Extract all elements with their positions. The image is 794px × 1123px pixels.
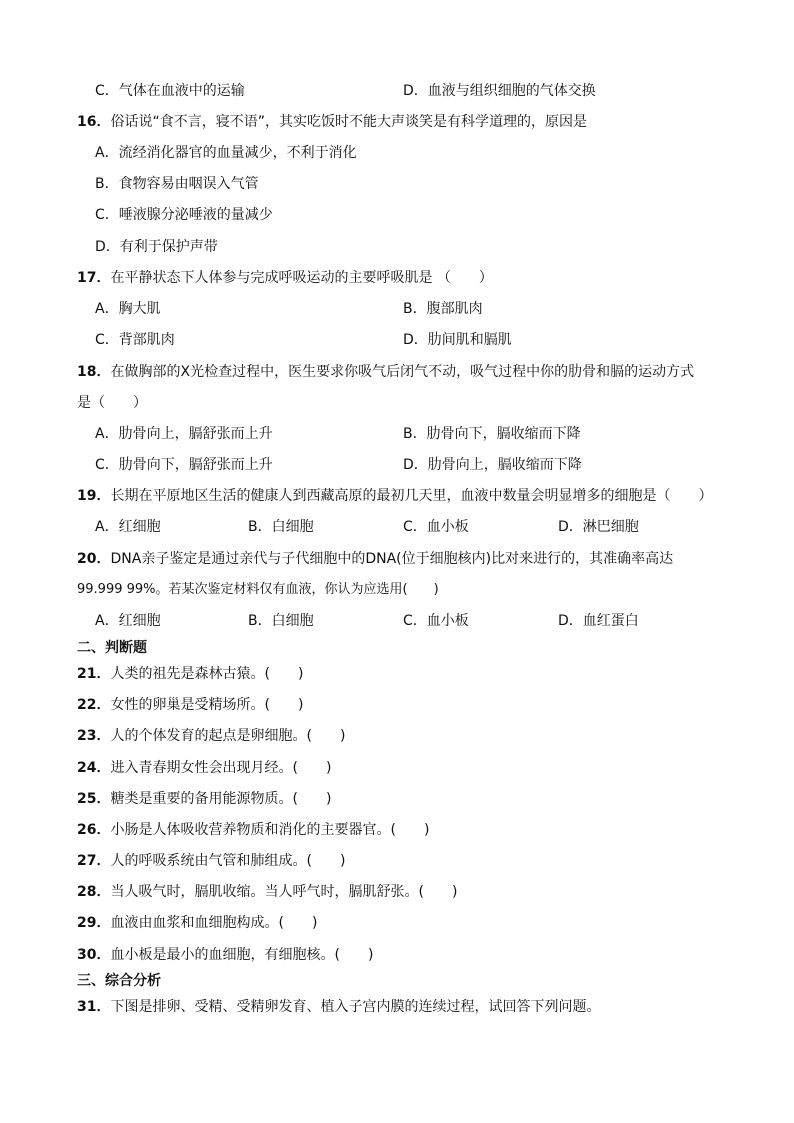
q18-option-b: B．肋骨向下，膈收缩而下降 xyxy=(403,426,581,442)
judge-item xyxy=(77,789,331,809)
judge-item xyxy=(77,851,345,871)
judge-item xyxy=(77,913,317,933)
judge-item xyxy=(77,882,457,902)
q17-option-d: D．肋间肌和膈肌 xyxy=(403,332,512,348)
q18-option-d: D．肋骨向上，膈收缩而下降 xyxy=(403,457,582,473)
question-stem: DNA亲子鉴定是通过亲代与子代细胞中的DNA(位于细胞核内)比对来进行的，其准确率高达 xyxy=(110,551,674,567)
question-number: 18． xyxy=(77,364,111,380)
q19-option-d: D．淋巴细胞 xyxy=(558,519,639,535)
q20-option-a: A．红细胞 xyxy=(95,613,161,629)
question-number: 29． xyxy=(77,915,111,931)
question-20-continued: 99.999 99%。若某次鉴定材料仅有血液，你认为应选用( ) xyxy=(77,582,439,597)
q20-option-b: B．白细胞 xyxy=(248,613,314,629)
q15-option-c: C．气体在血液中的运输 xyxy=(95,83,245,99)
question-number: 27． xyxy=(77,853,111,869)
judge-item xyxy=(77,726,345,746)
question-stem: 血液由血浆和血细胞构成。( ) xyxy=(110,915,318,931)
question-number: 28． xyxy=(77,884,111,900)
q19-option-a: A．红细胞 xyxy=(95,519,161,535)
question-17 xyxy=(77,268,493,288)
q18-option-a: A．肋骨向上，膈舒张而上升 xyxy=(95,426,273,442)
question-stem: 血小板是最小的血细胞，有细胞核。( ) xyxy=(110,947,374,963)
question-number: 19． xyxy=(77,488,111,504)
judge-item xyxy=(77,820,429,840)
q16-option-a: A．流经消化器官的血量减少，不利于消化 xyxy=(95,145,357,161)
question-number: 17． xyxy=(77,270,111,286)
question-18-continued: 是（ ） xyxy=(77,395,147,411)
question-16 xyxy=(77,112,587,132)
judge-item xyxy=(77,945,373,965)
question-31 xyxy=(77,997,600,1017)
question-number: 20． xyxy=(77,551,111,567)
q16-option-d: D．有利于保护声带 xyxy=(95,239,218,255)
question-stem: 当人吸气时，膈肌收缩。当人呼气时，膈肌舒张。( ) xyxy=(110,884,458,900)
q17-option-b: B．腹部肌肉 xyxy=(403,301,483,317)
q19-option-b: B．白细胞 xyxy=(248,519,314,535)
question-stem: 人的呼吸系统由气管和肺组成。( ) xyxy=(110,853,346,869)
question-stem: 人类的祖先是森林古猿。( ) xyxy=(110,666,304,682)
question-number: 24． xyxy=(77,760,111,776)
q16-option-b: B．食物容易由咽误入气管 xyxy=(95,176,259,192)
section-heading-judgement: 二、判断题 xyxy=(77,640,147,656)
question-stem: 俗话说“食不言，寝不语”，其实吃饭时不能大声谈笑是有科学道理的，原因是 xyxy=(110,114,587,130)
question-number: 30． xyxy=(77,947,111,963)
question-number: 26． xyxy=(77,822,111,838)
q17-option-c: C．背部肌肉 xyxy=(95,332,175,348)
question-stem: 人的个体发育的起点是卵细胞。( ) xyxy=(110,728,346,744)
question-stem: 糖类是重要的备用能源物质。( ) xyxy=(110,791,332,807)
q19-option-c: C．血小板 xyxy=(403,519,469,535)
question-stem: 下图是排卵、受精、受精卵发育、植入子宫内膜的连续过程，试回答下列问题。 xyxy=(110,999,601,1015)
question-number: 23． xyxy=(77,728,111,744)
question-number: 16． xyxy=(77,114,111,130)
question-20 xyxy=(77,549,673,569)
question-number: 31． xyxy=(77,999,111,1015)
question-18 xyxy=(77,362,694,382)
q15-option-d: D．血液与组织细胞的气体交换 xyxy=(403,83,596,99)
question-stem: 在做胸部的X光检查过程中，医生要求你吸气后闭气不动，吸气过程中你的肋骨和膈的运动方式 xyxy=(110,364,695,380)
q20-option-c: C．血小板 xyxy=(403,613,469,629)
question-stem: 进入青春期女性会出现月经。( ) xyxy=(110,760,332,776)
judge-item xyxy=(77,695,303,715)
judge-item xyxy=(77,758,331,778)
section-heading-analysis: 三、综合分析 xyxy=(77,973,161,989)
q16-option-c: C．唾液腺分泌唾液的量减少 xyxy=(95,207,273,223)
question-stem: 长期在平原地区生活的健康人到西藏高原的最初几天里，血液中数量会明显增多的细胞是（ ） xyxy=(110,488,713,504)
judge-item xyxy=(77,664,303,684)
question-number: 21． xyxy=(77,666,111,682)
question-number: 22． xyxy=(77,697,111,713)
question-19 xyxy=(77,486,712,506)
q18-option-c: C．肋骨向下，膈舒张而上升 xyxy=(95,457,273,473)
q17-option-a: A．胸大肌 xyxy=(95,301,161,317)
question-number: 25． xyxy=(77,791,111,807)
question-stem: 在平静状态下人体参与完成呼吸运动的主要呼吸肌是 （ ） xyxy=(110,270,493,286)
question-stem: 小肠是人体吸收营养物质和消化的主要器官。( ) xyxy=(110,822,430,838)
question-stem: 女性的卵巢是受精场所。( ) xyxy=(110,697,304,713)
q20-option-d: D．血红蛋白 xyxy=(558,613,639,629)
